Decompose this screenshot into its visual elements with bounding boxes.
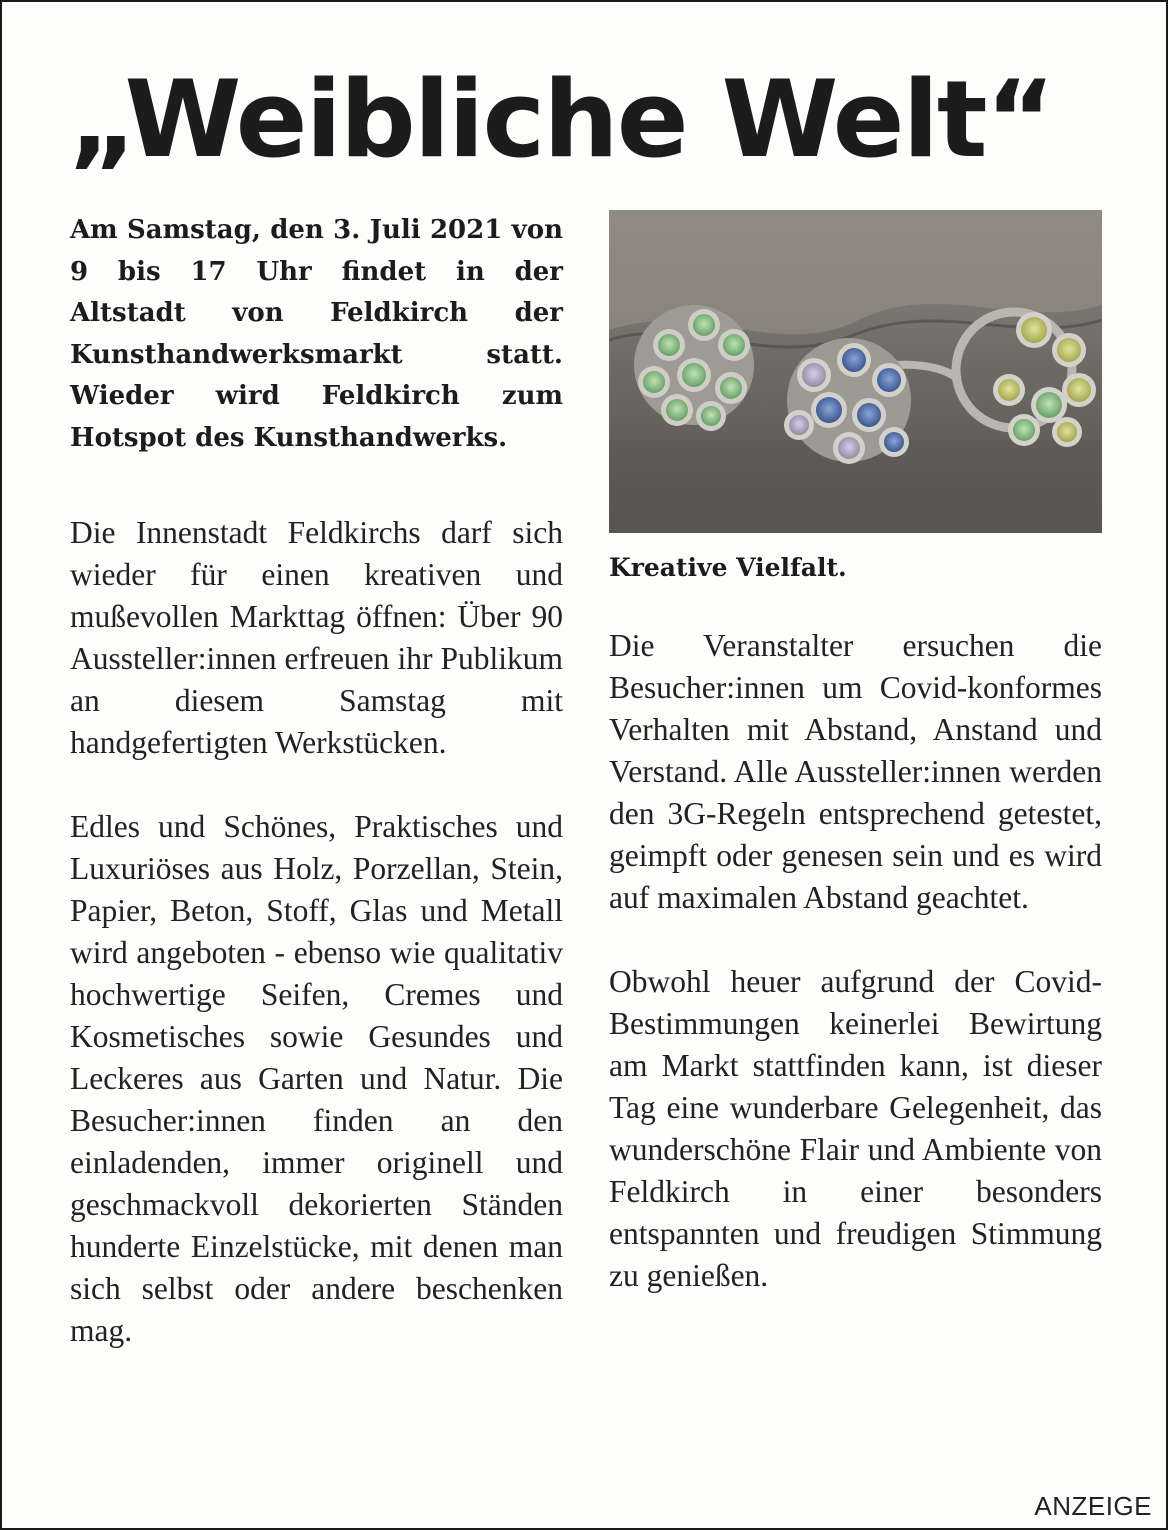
rings-photo-illustration	[609, 210, 1102, 533]
body-paragraph-3: Die Veranstalter ersuchen die Besucher:innen um Covid-konformes Verhalten mit Abstand, Anstand und Verstand. Alle Aussteller:innen werden den 3G-Regeln entsprechend getestet, geimpft oder genesen sein und es wird auf maximalen Abstand geachtet.	[609, 628, 1102, 915]
article-lead: Am Samstag, den 3. Juli 2021 von 9 bis 17 Uhr findet in der Altstadt von Feldkirch der Kunsthandwerksmarkt statt. Wieder wird Feldkirch zum Hotspot des Kunsthandwerks.	[70, 215, 563, 453]
body-paragraph-1: Die Innenstadt Feldkirchs darf sich wieder für einen kreativen und mußevollen Markttag öffnen: Über 90 Aussteller:innen erfreuen ihr Publikum an diesem Samstag mit handgefertigten Werkstücken.	[70, 515, 563, 760]
body-paragraph-2: Edles und Schönes, Praktisches und Luxuriöses aus Holz, Porzellan, Stein, Papier, Beton, Stoff, Glas und Metall wird angeboten - ebenso wie qualitativ hochwertige Seifen, Cremes und Kosmetisches sowie Gesundes und Leckeres aus Garten und Natur. Die Besucher:innen finden an den einladenden, immer originell und geschmackvoll dekorierten Ständen hunderte Einzelstücke, mit denen man sich selbst oder andere beschenken mag.	[70, 809, 563, 1348]
right-column	[609, 210, 1102, 1297]
body-paragraph-4: Obwohl heuer aufgrund der Covid-Bestimmungen keinerlei Bewirtung am Markt stattfinden kann, ist dieser Tag eine wunderbare Gelegenheit, das wunderschöne Flair und Ambiente von Feldkirch in einer besonders entspannten und freudigen Stimmung zu genießen.	[609, 964, 1102, 1293]
article-headline: „Weibliche Welt“	[68, 58, 1054, 181]
photo-caption: Kreative Vielfalt.	[609, 553, 847, 582]
article-photo	[609, 210, 1102, 533]
ad-label: ANZEIGE	[1034, 1491, 1152, 1521]
left-column	[70, 210, 563, 1352]
